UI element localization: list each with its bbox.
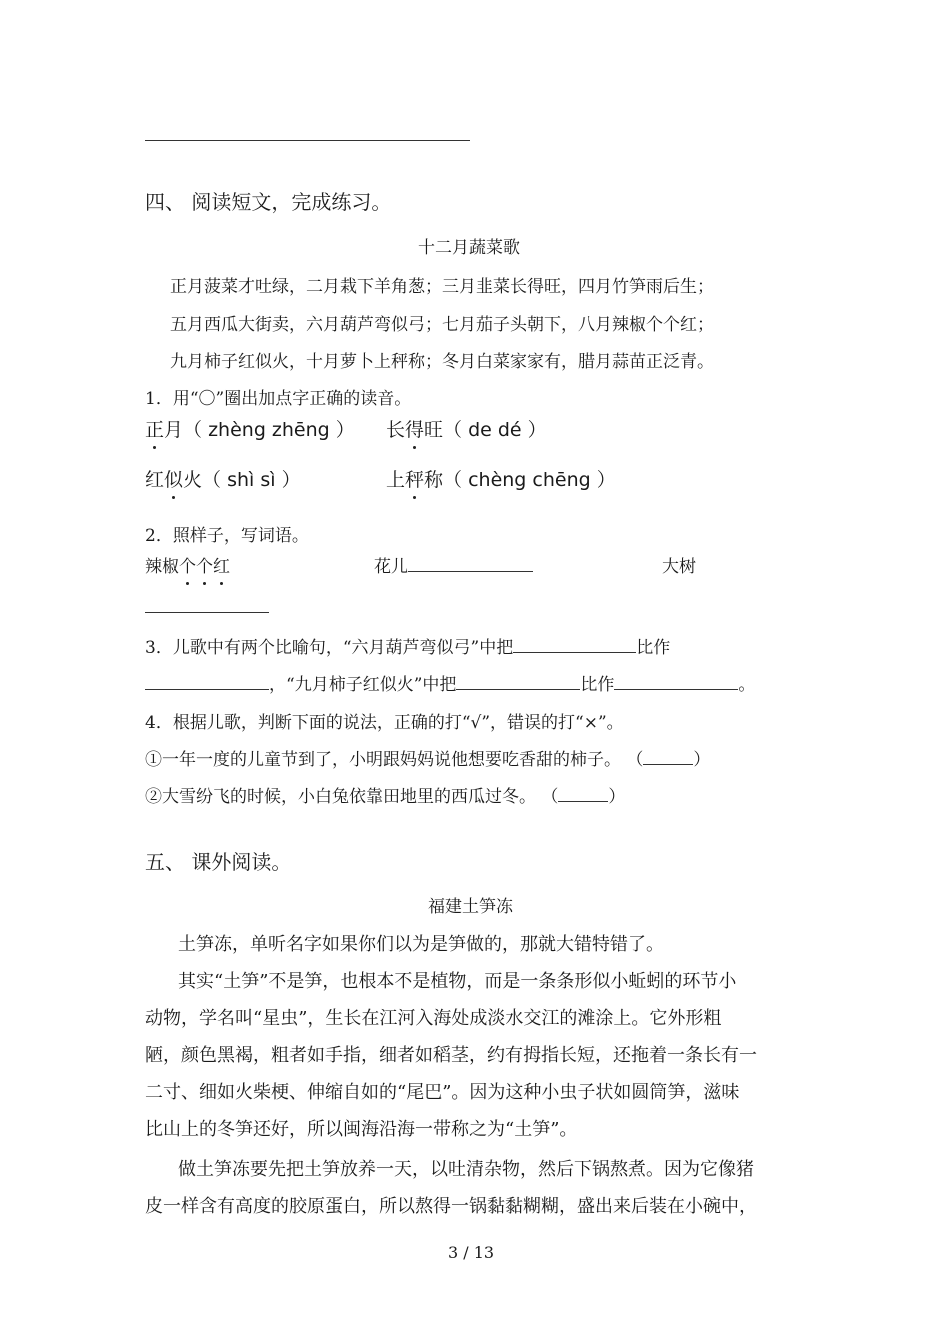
q4-prompt: 4．根据儿歌，判断下面的说法，正确的打“√”，错误的打“×”。	[145, 713, 624, 733]
char: 月	[164, 419, 184, 441]
article-line: 其实“土笋”不是笋，也根本不是植物，而是一条条形似小蚯蚓的环节小	[178, 971, 737, 992]
q3-text: ，“九月柿子红似火”中把	[269, 675, 457, 695]
article-line: 土笋冻，单听名字如果你们以为是笋做的，那就大错特错了。	[178, 934, 664, 955]
q4-statement-2	[145, 782, 625, 807]
pinyin-options: （ zhèng zhēng ）	[183, 419, 355, 441]
article-line: 皮一样含有高度的胶原蛋白，所以熬得一锅黏黏糊糊，盛出来后装在小碗中，	[145, 1196, 757, 1217]
answer-blank[interactable]	[408, 553, 533, 572]
pinyin-options: （ shì sì ）	[202, 469, 301, 491]
article-line: 做土笋冻要先把土笋放养一天，以吐清杂物，然后下锅熬煮。因为它像猪	[178, 1159, 754, 1180]
page-number: 3 / 13	[448, 1243, 495, 1262]
poem-line: 正月菠菜才吐绿，二月栽下羊角葱；三月韭菜长得旺，四月竹笋雨后生；	[170, 277, 714, 297]
q1-item-zhengyue	[145, 415, 355, 442]
dotted-char: 秤	[405, 469, 425, 491]
answer-blank[interactable]	[558, 783, 608, 802]
q1-item-zhangdewang	[386, 415, 547, 442]
statement-text: ①一年一度的儿童节到了，小明跟妈妈说他想要吃香甜的柿子。	[145, 750, 621, 770]
answer-blank[interactable]	[145, 612, 269, 613]
article-line: 动物，学名叫“星虫”，生长在江河入海处成淡水交江的滩涂上。它外形粗	[145, 1008, 722, 1029]
q4-statement-1	[145, 745, 710, 770]
paren: ）	[693, 750, 711, 770]
article-line: 陋，颜色黑褐，粗者如手指，细者如稻茎，约有拇指长短，还拖着一条长有一	[145, 1045, 757, 1066]
dotted-char: 正	[145, 419, 165, 441]
q3-text: 。	[738, 675, 756, 695]
poem-title: 十二月蔬菜歌	[418, 238, 520, 258]
answer-blank[interactable]	[456, 671, 580, 690]
q3-line1	[145, 633, 670, 658]
article-title: 福建土笋冻	[428, 897, 513, 917]
q1-prompt: 1．用“〇”圈出加点字正确的读音。	[145, 389, 412, 409]
dotted-char: 红	[213, 557, 230, 577]
section5-heading: 五、 课外阅读。	[145, 850, 292, 874]
q3-line2	[145, 670, 755, 695]
char: 旺	[424, 419, 444, 441]
poem-line: 五月西瓜大街卖，六月葫芦弯似弓；七月茄子头朝下，八月辣椒个个红；	[170, 315, 714, 335]
paren: （	[541, 787, 559, 807]
article-line: 比山上的冬笋还好，所以闽海沿海一带称之为“土笋”。	[145, 1119, 578, 1140]
q2-item-huaer	[374, 552, 533, 577]
dotted-char: 个	[196, 557, 213, 577]
word: 花儿	[374, 557, 408, 577]
paren: （	[626, 750, 644, 770]
dotted-char: 得	[405, 419, 425, 441]
answer-blank[interactable]	[513, 634, 636, 653]
top-answer-line	[145, 140, 470, 141]
char: 长	[386, 419, 406, 441]
q1-item-hongsihuo	[145, 465, 301, 492]
q3-text: 比作	[636, 638, 671, 658]
q3-text: 3．儿歌中有两个比喻句，“六月葫芦弯似弓”中把	[145, 638, 514, 658]
answer-blank[interactable]	[145, 671, 269, 690]
char: 辣椒	[145, 557, 179, 577]
answer-blank[interactable]	[614, 671, 738, 690]
dotted-char: 个	[179, 557, 196, 577]
q2-example	[145, 552, 230, 577]
statement-text: ②大雪纷飞的时候，小白兔依靠田地里的西瓜过冬。	[145, 787, 536, 807]
q2-prompt: 2．照样子，写词语。	[145, 526, 309, 546]
char: 火	[183, 469, 203, 491]
q3-text: 比作	[580, 675, 615, 695]
dotted-char: 似	[164, 469, 184, 491]
article-line: 二寸、细如火柴梗、伸缩自如的“尾巴”。因为这种小虫子状如圆筒笋，滋味	[145, 1082, 740, 1103]
pinyin-options: （ de dé ）	[443, 419, 547, 441]
char: 上	[386, 469, 406, 491]
poem-line: 九月柿子红似火，十月萝卜上秤称；冬月白菜家家有，腊月蒜苗正泛青。	[170, 352, 714, 372]
pinyin-options: （ chèng chēng ）	[443, 469, 616, 491]
section4-heading: 四、 阅读短文，完成练习。	[145, 190, 392, 214]
q1-item-shangchengcheng	[386, 465, 616, 492]
answer-blank[interactable]	[643, 746, 693, 765]
q2-item-dashu: 大树	[662, 557, 696, 577]
char: 红	[145, 469, 165, 491]
char: 称	[424, 469, 444, 491]
paren: ）	[608, 787, 626, 807]
